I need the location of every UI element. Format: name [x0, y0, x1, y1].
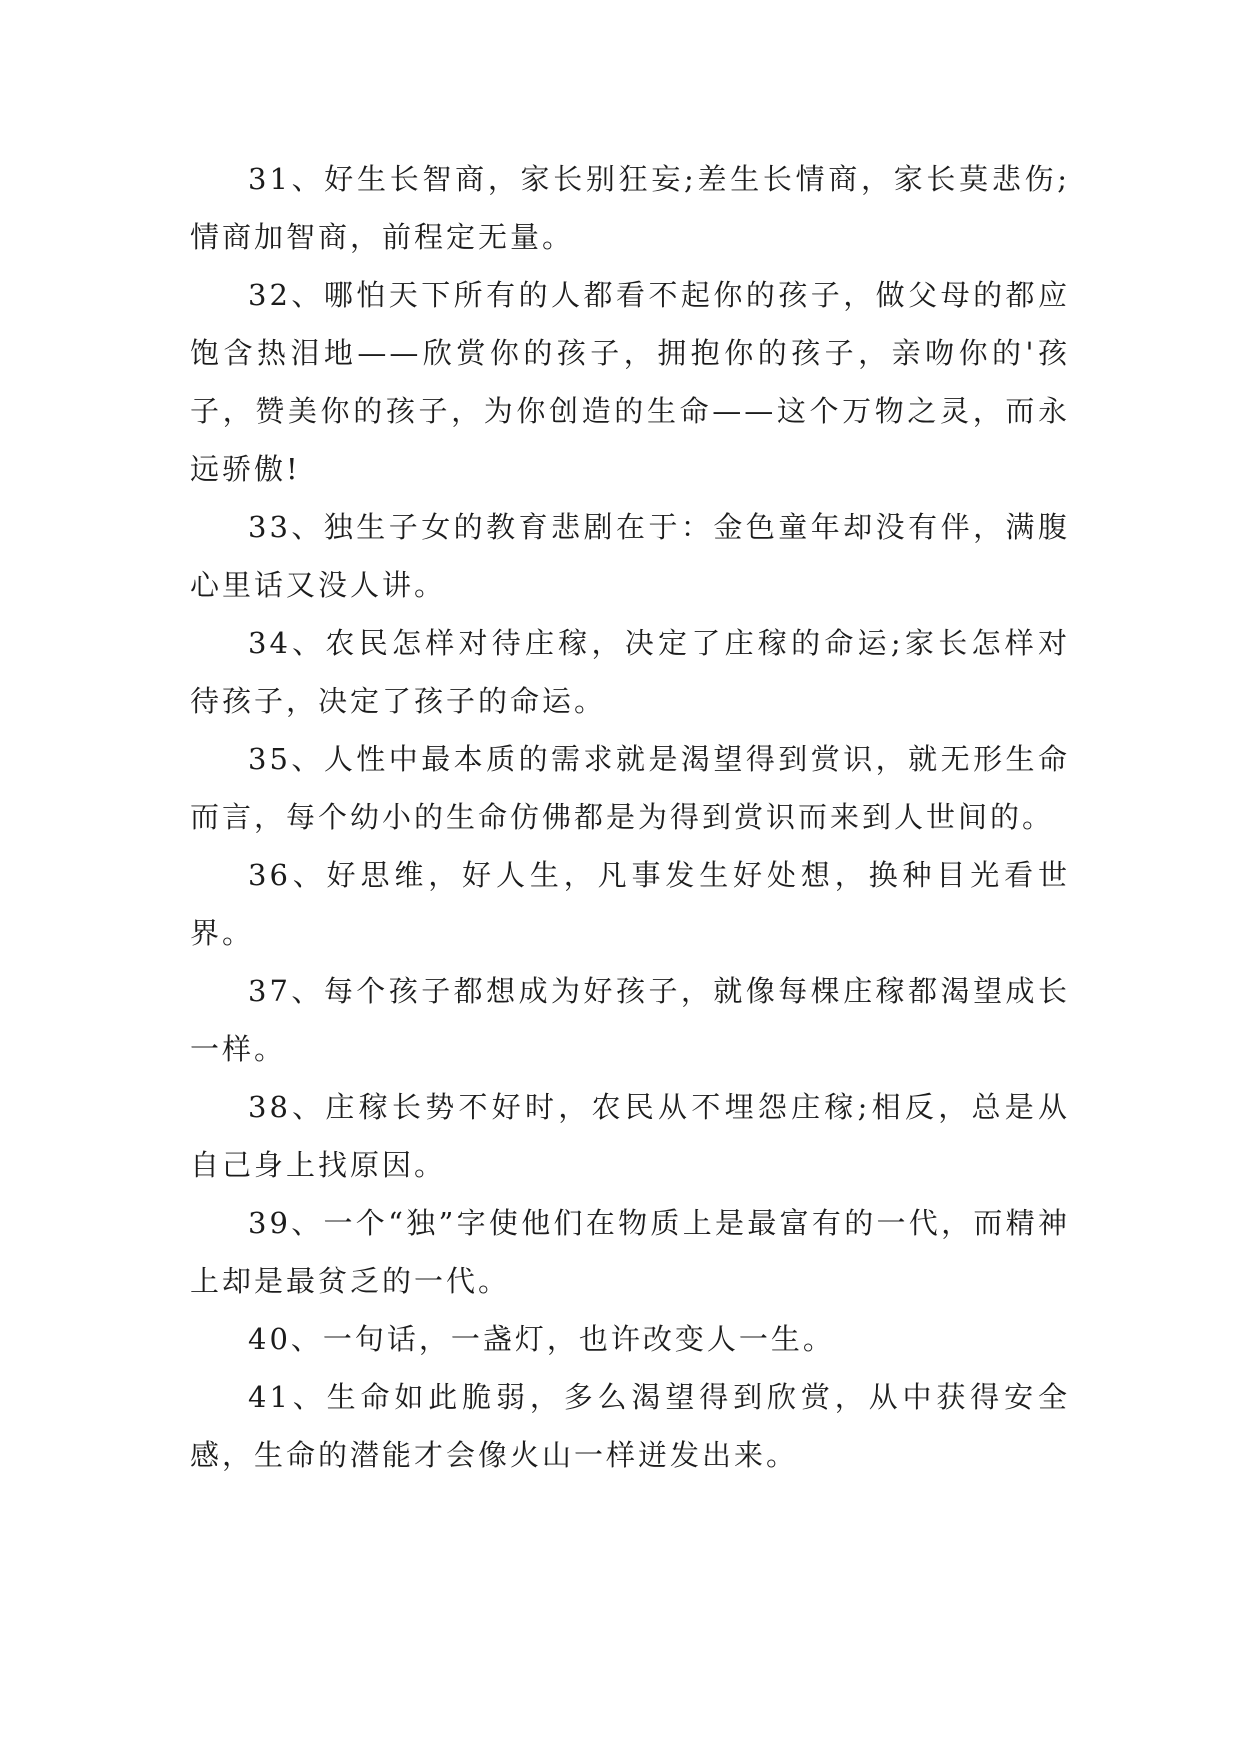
- quote-paragraph-41: 41、生命如此脆弱，多么渴望得到欣赏，从中获得安全感，生命的潜能才会像火山一样迸发出来。: [190, 1380, 1070, 1472]
- quote-paragraph-40: 40、一句话，一盏灯，也许改变人一生。: [248, 1322, 835, 1356]
- quote-paragraph-36: 36、好思维，好人生，凡事发生好处想，换种目光看世界。: [190, 858, 1070, 950]
- quote-paragraph-37: 37、每个孩子都想成为好孩子，就像每棵庄稼都渴望成长一样。: [190, 974, 1070, 1066]
- quote-paragraph-39: 39、一个“独”字使他们在物质上是最富有的一代，而精神上却是最贫乏的一代。: [190, 1206, 1070, 1298]
- quote-paragraph-31: 31、好生长智商，家长别狂妄;差生长情商，家长莫悲伤;情商加智商，前程定无量。: [190, 162, 1070, 254]
- document-page: [190, 150, 1070, 1484]
- quote-paragraph-35: 35、人性中最本质的需求就是渴望得到赏识，就无形生命而言，每个幼小的生命仿佛都是为得到赏识而来到人世间的。: [190, 742, 1070, 834]
- quote-paragraph-34: 34、农民怎样对待庄稼，决定了庄稼的命运;家长怎样对待孩子，决定了孩子的命运。: [190, 626, 1070, 718]
- quote-paragraph-33: 33、独生子女的教育悲剧在于：金色童年却没有伴，满腹心里话又没人讲。: [190, 510, 1070, 602]
- quote-paragraph-38: 38、庄稼长势不好时，农民从不埋怨庄稼;相反，总是从自己身上找原因。: [190, 1090, 1070, 1182]
- quote-paragraph-32: 32、哪怕天下所有的人都看不起你的孩子，做父母的都应饱含热泪地——欣赏你的孩子，拥抱你的孩子，亲吻你的'孩子，赞美你的孩子，为你创造的生命——这个万物之灵，而永远骄傲!: [190, 278, 1070, 486]
